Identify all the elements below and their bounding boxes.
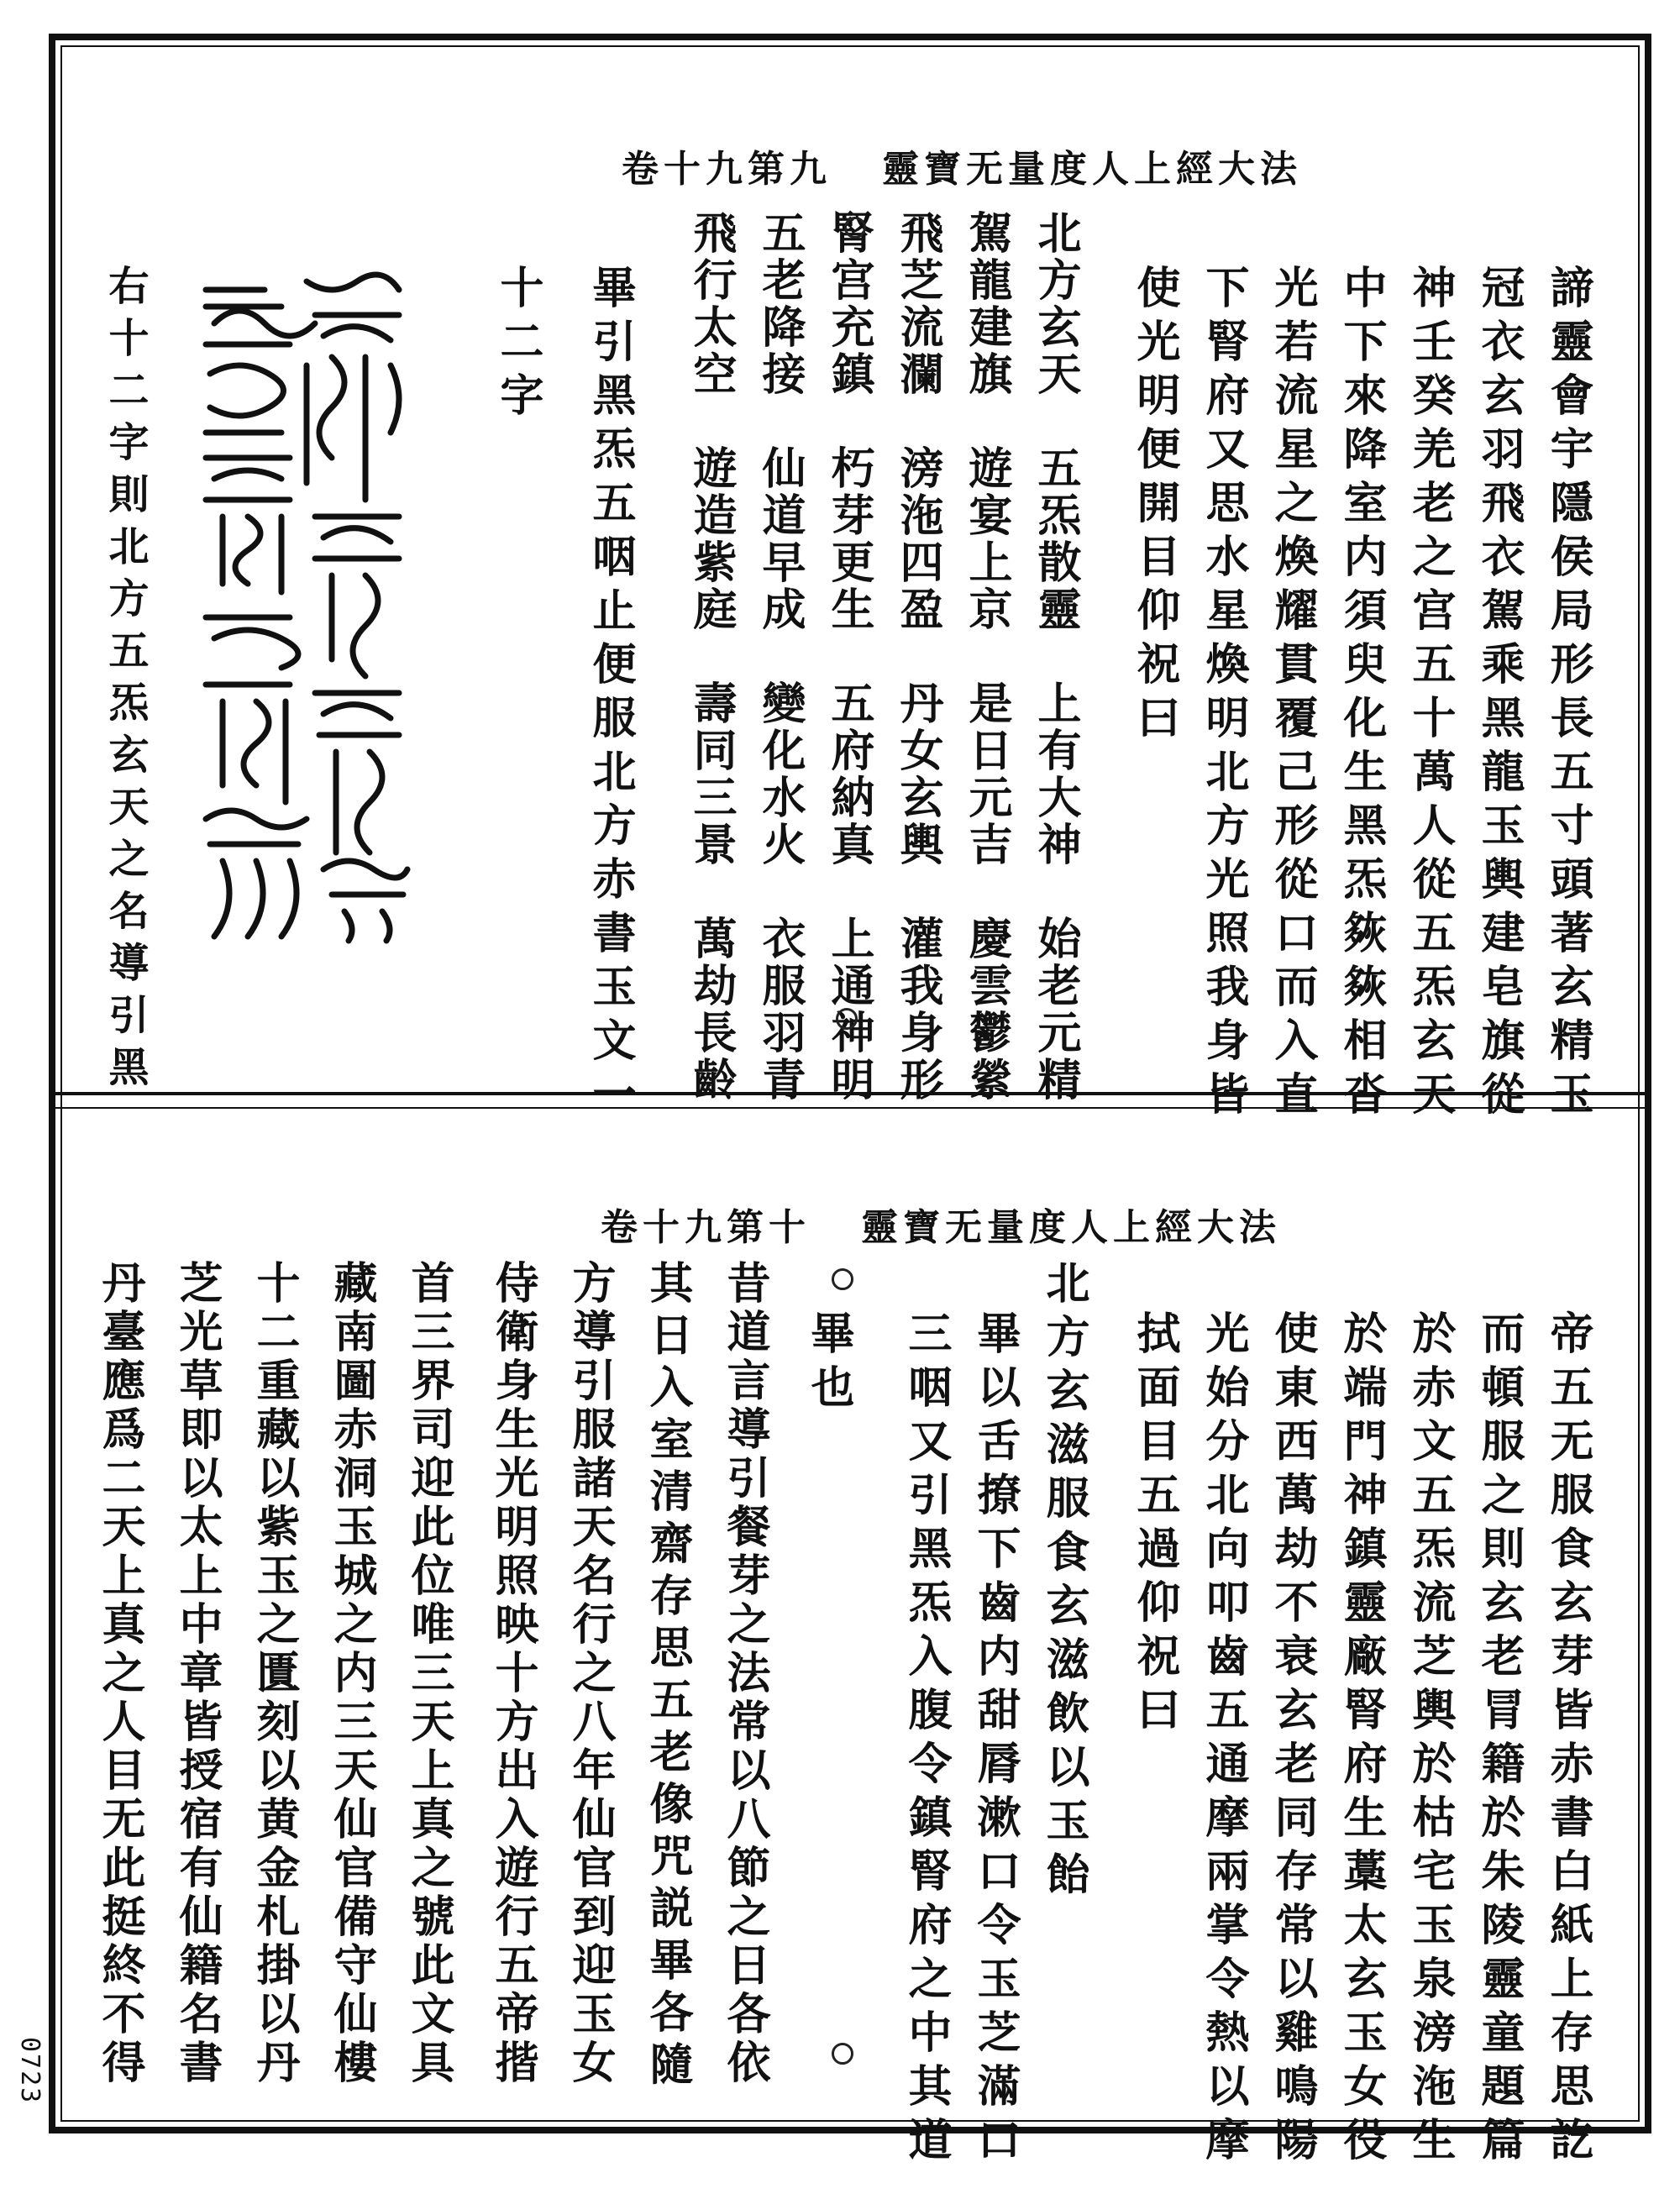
bottom-col-6: 光始分北向叩齒五通摩兩掌令熱以摩 [1198,1310,1249,2170]
top-col-5: 光若流星之煥耀貫覆己形從口而入直 [1267,265,1318,1125]
bottom-col-13: 其日入室清齋存思五老像咒説畢各隨 [642,1260,693,2093]
top-col-8: 北方玄天 五炁散靈 上有大神 始老元精 [1030,210,1081,1104]
ring-marker [844,217,866,239]
top-col-11: 腎宫充鎮 朽芽更生 五府納真 上通神明 [823,210,874,1104]
top-col-6: 下腎府又思水星煥明北方光照我身皆 [1198,265,1249,1125]
bottom-col-8: 北方玄滋服食玄滋飲以玉飴 [1038,1260,1089,1905]
top-running-header [622,139,1352,192]
bottom-running-header [601,1197,1331,1251]
bottom-col-15: 侍衛身生光明照映十方出入遊行五帝揩 [487,1260,538,2088]
bottom-col-2: 而頓服之則玄老冐籍於朱陵靈童題篇 [1473,1310,1525,2170]
top-col-16: 右十二字則北方五炁玄天之名導引黑 [102,265,149,1098]
top-col-7: 使光明便開目仰祝曰 [1129,265,1180,748]
bottom-col-17: 藏南圖赤洞玉城之内三天仙官備守仙樓 [326,1260,377,2088]
bottom-col-20: 丹臺應爲二天上真之人目无此挺終不得 [94,1260,145,2088]
top-col-3: 神壬癸羌老之宫五十萬人從五炁玄天 [1404,265,1456,1125]
bottom-col-3: 於赤文五炁流芝輿於枯宅玉泉滂沲生 [1404,1310,1456,2170]
ring-marker [832,2043,853,2065]
top-header-volume: 卷十九第九 [622,148,832,191]
top-col-2: 冠衣玄羽飛衣駕乘黑龍玉輿建皂旗從 [1473,265,1525,1125]
bottom-col-4: 於端門神鎮靈廠腎府生藁太玄玉女役 [1336,1310,1387,2170]
ring-marker [832,1268,853,1290]
top-col-9: 駕龍建旗 遊宴上京 是日元吉 慶雲鬱縈 [961,210,1012,1104]
top-col-4: 中下來降室内須臾化生黑炁㷇㷇相沓 [1336,265,1387,1125]
ring-marker [836,1008,858,1030]
top-col-14: 畢引黑炁五咽止便服北方赤書玉文一 [585,265,636,1125]
top-col-1: 諦靈會宇隱侯局形長五寸頭著玄精玉 [1542,265,1593,1125]
bottom-col-16: 首三界司迎此位唯三天上真之號此文具 [403,1260,454,2088]
seal-script-talisman [189,265,416,945]
bottom-col-9: 畢以舌撩下齒内甜脣漱口令玉芝滿口 [969,1310,1021,2170]
top-col-10: 飛芝流瀾 滂沲四盈 丹女玄輿 灌我身形 [892,210,943,1104]
top-col-15: 十二字 [492,265,543,426]
bottom-col-1: 帝五无服食玄芽皆赤書白紙上存思訖 [1542,1310,1593,2170]
bottom-header-volume: 卷十九第十 [601,1206,811,1249]
bottom-col-14: 方導引服諸天名行之八年仙官到迎玉女 [564,1260,616,2088]
bottom-col-12: 昔道言導引餐芽之法常以八節之日各依 [719,1260,770,2088]
top-col-12: 五老降接 仙道早成 變化水火 衣服羽青 [754,210,806,1104]
bottom-col-19: 芝光草即以太上中章皆授宿有仙籍名書 [171,1260,223,2088]
top-col-13: 飛行太空 遊造紫庭 壽同三景 萬劫長齡 [685,210,737,1104]
bottom-col-7: 拭面目五過仰祝曰 [1129,1310,1180,1740]
bottom-col-10: 三咽又引黑炁入腹令鎮腎府之中其道 [900,1310,952,2170]
bottom-col-18: 十二重藏以紫玉之匱刻以黄金札掛以丹 [249,1260,300,2088]
bottom-header-title: 靈寶无量度人上經大法 [861,1206,1281,1249]
top-header-title: 靈寶无量度人上經大法 [882,148,1302,191]
bottom-col-11: 畢也 [803,1310,854,1418]
page-number: 0723 [15,2037,45,2105]
bottom-col-5: 使東西萬劫不衰玄老同存常以雞鳴陽 [1267,1310,1318,2170]
